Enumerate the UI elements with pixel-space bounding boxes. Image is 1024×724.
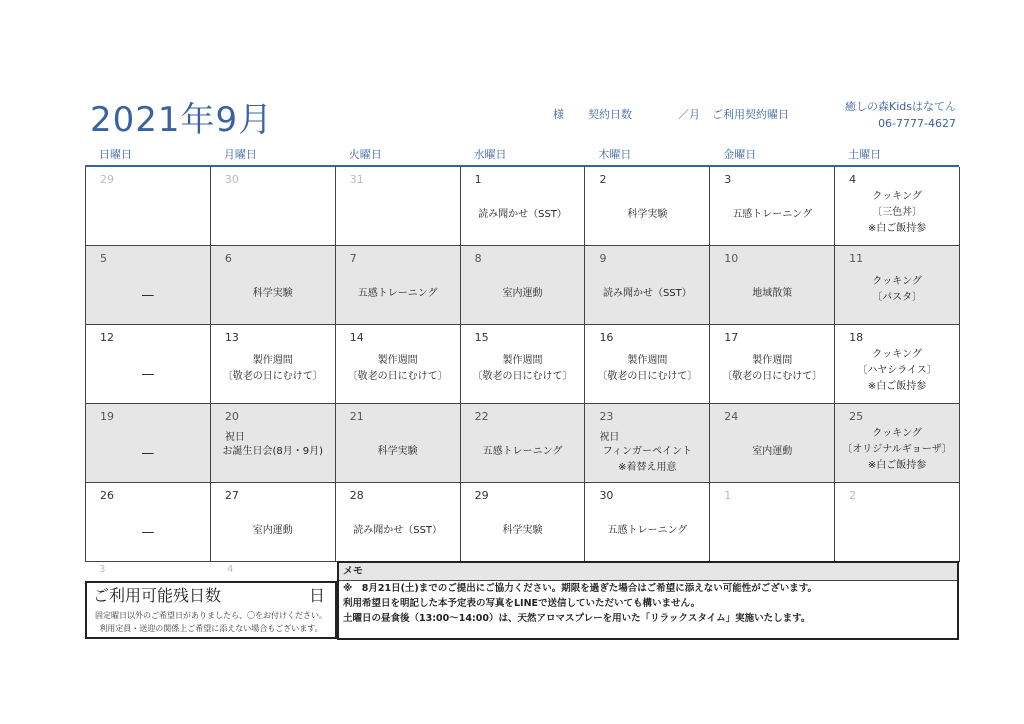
brand-name: 癒しの森Kidsはなてん xyxy=(845,100,956,113)
holiday-label: 祝日 xyxy=(224,432,245,443)
event-text: 製作週間 xyxy=(752,355,793,366)
event-block xyxy=(585,286,709,302)
per-month-label: ／月 xyxy=(678,108,700,121)
event-block xyxy=(585,444,709,476)
day-number: 11 xyxy=(849,252,864,265)
event-block xyxy=(710,444,834,460)
memo-box xyxy=(337,561,959,640)
event-text: 製作週間 xyxy=(377,355,418,366)
event-text: クッキング xyxy=(872,276,922,287)
event-text: ※着替え用意 xyxy=(618,462,677,473)
calendar-day-cell xyxy=(835,325,960,404)
brand-block xyxy=(845,98,956,132)
calendar-grid xyxy=(85,167,959,562)
event-text: 科学実験 xyxy=(252,288,293,299)
event-block xyxy=(585,523,709,539)
event-block xyxy=(710,286,834,302)
event-block xyxy=(461,207,585,223)
event-block xyxy=(211,286,335,302)
event-block xyxy=(710,353,834,385)
event-text: 読み聞かせ（SST） xyxy=(478,209,567,220)
day-number: 26 xyxy=(100,489,114,502)
calendar xyxy=(85,147,959,562)
event-text: 〔敬老の日にむけて〕 xyxy=(722,371,823,382)
event-text: 室内運動 xyxy=(252,525,293,536)
calendar-day-cell xyxy=(585,404,710,483)
calendar-day-cell xyxy=(211,325,336,404)
event-block xyxy=(211,444,335,460)
weekday-thu: 木曜日 xyxy=(598,148,632,161)
event-block xyxy=(585,353,709,385)
day-number: 23 xyxy=(599,410,614,423)
calendar-day-cell xyxy=(86,404,211,483)
remaining-days-note xyxy=(87,609,335,635)
calendar-day-cell xyxy=(710,325,835,404)
calendar-day-cell xyxy=(211,167,336,246)
calendar-day-cell xyxy=(710,246,835,325)
calendar-day-cell xyxy=(461,404,586,483)
event-text: 読み聞かせ（SST） xyxy=(353,525,443,536)
remaining-days-unit: 日 xyxy=(308,586,325,605)
event-text: 科学実験 xyxy=(627,209,668,220)
event-text: 五感トレーニング xyxy=(482,446,563,457)
event-block xyxy=(461,523,585,539)
event-text: 五感トレーニング xyxy=(732,209,813,220)
day-number: 27 xyxy=(224,489,239,502)
bottom-section xyxy=(85,561,959,640)
weekday-wed: 水曜日 xyxy=(473,148,507,161)
weekday-tue: 火曜日 xyxy=(348,148,382,161)
memo-line: ※ 8月21日(土)までのご提出にご協力ください。期限を過ぎた場合はご希望に添えない可能性がございます。 xyxy=(343,583,817,594)
day-number: 24 xyxy=(724,410,739,423)
day-number: 20 xyxy=(224,410,239,423)
day-number: 29 xyxy=(474,489,489,502)
day-number: 10 xyxy=(724,252,739,265)
contract-weekday-label: ご利用契約曜日 xyxy=(712,108,789,121)
event-text: 〔三色丼〕 xyxy=(872,207,923,218)
day-number: 18 xyxy=(849,331,864,344)
day-number: 3 xyxy=(724,173,732,186)
day-number: 30 xyxy=(599,489,614,502)
event-text: クッキング xyxy=(872,191,922,202)
calendar-day-cell xyxy=(835,483,960,562)
calendar-day-cell xyxy=(585,483,710,562)
event-block xyxy=(211,353,335,385)
memo-line: 土曜日の昼食後（13:00～14:00）は、天然アロマスプレーを用いた「リラックスタイム」実施いたします。 xyxy=(343,613,811,624)
day-number: 12 xyxy=(100,331,114,344)
day-number: 4 xyxy=(849,173,857,186)
calendar-day-cell xyxy=(336,325,461,404)
event-block xyxy=(835,426,959,474)
brand-phone: 06-7777-4627 xyxy=(878,117,956,130)
weekday-sun: 日曜日 xyxy=(99,148,132,161)
event-text: フィンガーペイント xyxy=(602,446,692,457)
no-event-dash: — xyxy=(141,525,155,540)
calendar-day-cell xyxy=(86,325,211,404)
day-number: 5 xyxy=(100,252,107,265)
memo-line: 利用希望日を明記した本予定表の写真をLINEで送信していただいても構いません。 xyxy=(343,598,701,609)
note-line: 固定曜日以外のご希望日がありましたら、〇をお付けください。 xyxy=(95,611,327,620)
day-number: 8 xyxy=(474,252,482,265)
calendar-day-cell xyxy=(211,483,336,562)
event-block xyxy=(461,286,585,302)
event-block xyxy=(336,286,460,302)
event-block xyxy=(211,523,335,539)
calendar-day-cell xyxy=(211,246,336,325)
event-text: 読み聞かせ（SST） xyxy=(602,288,692,299)
calendar-day-cell xyxy=(336,404,461,483)
calendar-day-cell xyxy=(336,246,461,325)
calendar-day-cell xyxy=(585,246,710,325)
calendar-day-cell xyxy=(585,325,710,404)
event-text: 〔敬老の日にむけて〕 xyxy=(597,371,698,382)
customer-suffix: 様 xyxy=(553,108,564,121)
event-text: クッキング xyxy=(872,428,922,439)
event-block xyxy=(710,207,834,223)
day-number: 2 xyxy=(849,489,857,502)
event-text: ※白ご飯持参 xyxy=(867,381,927,392)
calendar-day-cell xyxy=(835,246,960,325)
calendar-day-cell xyxy=(86,167,211,246)
event-block xyxy=(835,189,959,237)
event-text: 〔敬老の日にむけて〕 xyxy=(222,371,323,382)
event-text: 製作週間 xyxy=(252,355,293,366)
remaining-days-label: ご利用可能残日数 xyxy=(93,586,222,605)
event-text: 〔パスタ〕 xyxy=(872,292,923,303)
event-block xyxy=(336,353,460,385)
day-number: 22 xyxy=(474,410,489,423)
event-text: 〔オリジナルギョーザ〕 xyxy=(842,444,952,455)
event-text: 科学実験 xyxy=(377,446,418,457)
event-block xyxy=(336,523,460,539)
weekday-fri: 金曜日 xyxy=(723,148,757,161)
calendar-day-cell xyxy=(461,483,586,562)
note-line: 利用定員・送迎の関係上ご希望に添えない場合もございます。 xyxy=(99,624,323,633)
day-number: 1 xyxy=(474,173,482,186)
day-number: 13 xyxy=(224,331,239,344)
day-number: 31 xyxy=(349,173,364,186)
calendar-day-cell xyxy=(835,167,960,246)
day-number: 6 xyxy=(224,252,232,265)
calendar-day-cell xyxy=(585,167,710,246)
event-text: ※白ご飯持参 xyxy=(867,460,927,471)
calendar-day-cell xyxy=(835,404,960,483)
day-number: 29 xyxy=(100,173,114,186)
calendar-day-cell xyxy=(710,483,835,562)
day-number: 16 xyxy=(599,331,614,344)
day-number: 21 xyxy=(349,410,364,423)
event-text: 室内運動 xyxy=(502,288,543,299)
event-text: 室内運動 xyxy=(752,446,793,457)
day-number: 14 xyxy=(349,331,364,344)
no-event-dash: — xyxy=(141,446,155,461)
event-text: 製作週間 xyxy=(627,355,668,366)
event-text: ※白ご飯持参 xyxy=(867,223,927,234)
event-block xyxy=(585,207,709,223)
next-month-day: 4 xyxy=(227,564,234,575)
day-number: 30 xyxy=(224,173,239,186)
no-event-dash: — xyxy=(141,367,155,382)
event-text: 〔敬老の日にむけて〕 xyxy=(472,371,573,382)
weekday-mon: 月曜日 xyxy=(223,148,257,161)
event-text: 五感トレーニング xyxy=(357,288,438,299)
calendar-day-cell xyxy=(336,483,461,562)
event-text: 地域散策 xyxy=(752,288,793,299)
day-number: 2 xyxy=(599,173,607,186)
event-block xyxy=(461,444,585,460)
contract-days-label: 契約日数 xyxy=(588,108,632,121)
calendar-day-cell xyxy=(86,483,211,562)
event-block xyxy=(835,274,959,306)
page-title: 2021年9月 xyxy=(90,100,274,140)
event-text: クッキング xyxy=(872,349,922,360)
calendar-day-cell xyxy=(461,167,586,246)
event-text: 〔敬老の日にむけて〕 xyxy=(347,371,448,382)
event-text: 科学実験 xyxy=(502,525,543,536)
calendar-day-cell xyxy=(461,246,586,325)
day-number: 19 xyxy=(100,410,114,423)
event-text: 〔ハヤシライス〕 xyxy=(857,365,937,376)
next-month-day: 3 xyxy=(99,564,106,575)
event-text: 製作週間 xyxy=(502,355,543,366)
no-event-dash: — xyxy=(141,288,155,303)
event-block xyxy=(336,444,460,460)
event-text: 五感トレーニング xyxy=(607,525,688,536)
day-number: 1 xyxy=(724,489,732,502)
weekday-header xyxy=(85,147,959,167)
day-number: 17 xyxy=(724,331,739,344)
memo-header: メモ xyxy=(339,563,957,581)
day-number: 28 xyxy=(349,489,364,502)
calendar-day-cell xyxy=(461,325,586,404)
event-text: お誕生日会(8月・9月) xyxy=(222,446,324,457)
calendar-day-cell xyxy=(336,167,461,246)
event-block xyxy=(835,347,959,395)
calendar-day-cell xyxy=(86,246,211,325)
weekday-sat: 土曜日 xyxy=(848,148,882,161)
day-number: 25 xyxy=(849,410,864,423)
remaining-days-box xyxy=(85,581,337,639)
day-number: 7 xyxy=(349,252,357,265)
calendar-day-cell xyxy=(710,167,835,246)
day-number: 9 xyxy=(599,252,607,265)
calendar-day-cell xyxy=(211,404,336,483)
calendar-day-cell xyxy=(710,404,835,483)
day-number: 15 xyxy=(474,331,489,344)
holiday-label: 祝日 xyxy=(599,432,620,443)
event-block xyxy=(461,353,585,385)
